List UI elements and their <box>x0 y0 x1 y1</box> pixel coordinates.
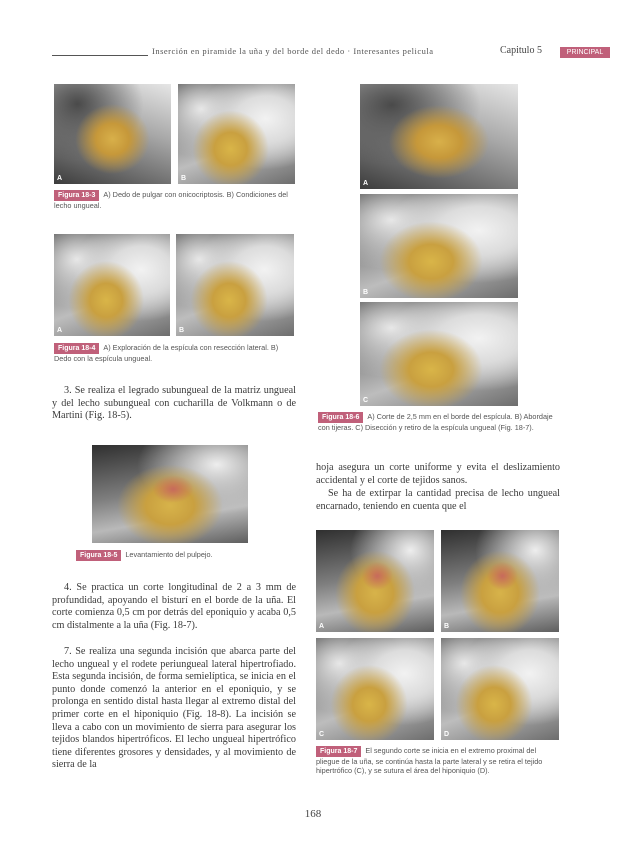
figure-1-caption <box>54 190 294 210</box>
header-title: Inserción en piramide la uña y del borde del dedo · Interesantes pelicula <box>152 46 434 56</box>
figure-5-photo-a <box>316 530 434 632</box>
figure-badge: Figura 18-3 <box>54 190 99 201</box>
running-header <box>52 46 612 60</box>
body-paragraph-3: 7. Se realiza una segunda incisión que abarca parte del lecho ungueal y el rodete periungueal lateral hipertrofiado. Esta segunda incisión, de forma semielíptica, se inicia en el punto donde comenzó la anterior en el eponiquio, y se prolonga en sentido distal hasta llegar al extremo distal del primer corte en el hiponiquio (Fig. 18-8). La incisión se lleva a cabo con un movimiento de sierra para asegurar los tejidos blandos hipertróficos. El lecho ungueal hipertrófico tiene diferentes grosores y densidades, y al movimiento de sierra de la <box>52 646 296 771</box>
body-paragraph-5: Se ha de extirpar la cantidad precisa de lecho ungueal encarnado, teniendo en cuenta que el <box>316 488 560 512</box>
figure-4-photo-b <box>360 194 518 298</box>
figure-2-photo-b <box>176 234 294 336</box>
figure-badge: Figura 18-6 <box>318 412 363 423</box>
body-paragraph-4: hoja asegura un corte uniforme y evita el deslizamiento accidental y el corte de tejidos sanos. <box>316 462 560 486</box>
figure-4-photo-c <box>360 302 518 406</box>
body-paragraph-1: 3. Se realiza el legrado subungueal de la matriz ungueal y del lecho subungueal con cucharilla de Volkmann o de Martini (Fig. 18-5). <box>52 385 296 422</box>
header-section-badge: PRINCIPAL <box>560 47 610 58</box>
panel-label: C <box>319 731 325 738</box>
figure-badge: Figura 18-7 <box>316 746 361 757</box>
figure-5-photo-d <box>441 638 559 740</box>
figure-5-photo-b <box>441 530 559 632</box>
panel-label: B <box>444 623 450 630</box>
figure-3-caption <box>76 550 296 561</box>
caption-text: Levantamiento del pulpejo. <box>125 550 213 559</box>
figure-2-photo-a <box>54 234 170 336</box>
panel-label: A <box>57 327 63 334</box>
header-chapter: Capitulo 5 <box>500 45 542 56</box>
panel-label: A <box>363 180 369 187</box>
caption-text: A) Dedo de pulgar con onicocriptosis. B) Condiciones del lecho ungueal. <box>54 190 288 210</box>
figure-1-photo-a <box>54 84 171 184</box>
figure-4-caption <box>318 412 560 432</box>
figure-5-caption <box>316 746 560 775</box>
figure-badge: Figura 18-4 <box>54 343 99 354</box>
figure-badge: Figura 18-5 <box>76 550 121 561</box>
panel-label: B <box>181 175 187 182</box>
panel-label: C <box>363 397 369 404</box>
header-rule <box>52 55 148 56</box>
body-paragraph-2: 4. Se practica un corte longitudinal de 2 a 3 mm de profundidad, apoyando el bisturí en el borde de la uña. El corte comienza 0,5 cm por detrás del eponiquio y acaba 0,5 cm distalmente a la uña (Fig. 18-7). <box>52 582 296 631</box>
caption-text: A) Exploración de la espícula con resección lateral. B) Dedo con la espícula ungueal. <box>54 343 279 363</box>
figure-3-photo <box>92 445 248 543</box>
panel-label: A <box>57 175 63 182</box>
panel-label: D <box>444 731 450 738</box>
caption-text: El segundo corte se inicia en el extremo proximal del pliegue de la uña, se continúa hasta la parte lateral y se retira el tejido hipertrófico (C), y se sutura el área del hiponiquio (D). <box>316 746 543 775</box>
caption-text: A) Corte de 2,5 mm en el borde del espícula. B) Abordaje con tijeras. C) Disección y retiro de la espícula ungueal (Fig. 18-7). <box>318 412 553 432</box>
figure-4-photo-a <box>360 84 518 189</box>
page-number: 168 <box>304 808 322 820</box>
panel-label: A <box>319 623 325 630</box>
figure-5-photo-c <box>316 638 434 740</box>
panel-label: B <box>363 289 369 296</box>
figure-2-caption <box>54 343 294 363</box>
figure-1-photo-b <box>178 84 295 184</box>
panel-label: B <box>179 327 185 334</box>
